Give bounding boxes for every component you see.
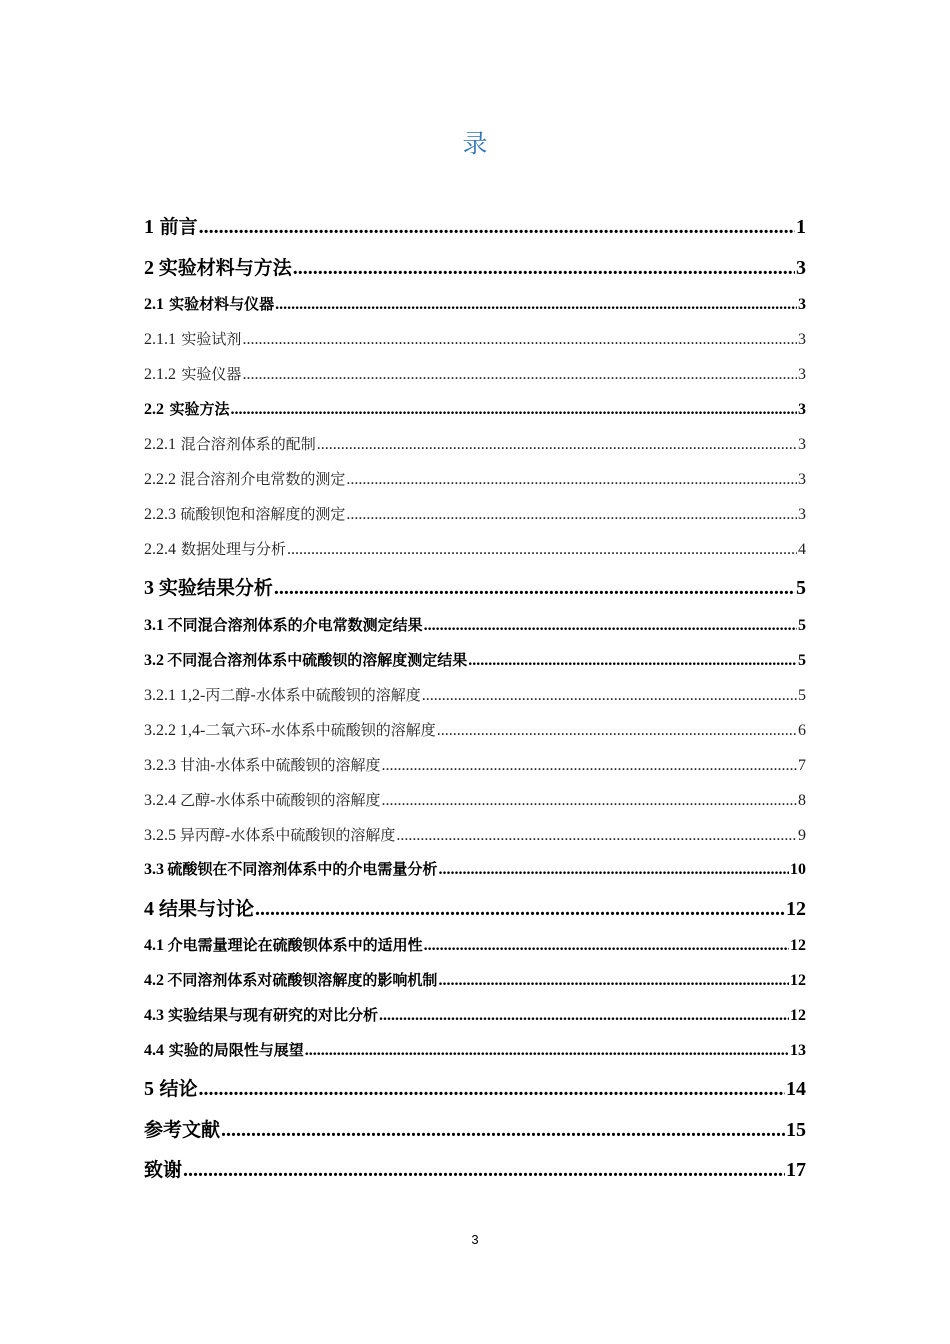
toc-entry-page: 3 [798,436,806,453]
toc-entry-title: 结论 [159,1078,198,1100]
toc-entry-page: 3 [798,471,806,488]
toc-entry[interactable] [144,293,806,314]
dot-leader [255,898,785,921]
toc-entry[interactable] [144,684,806,705]
toc-entry[interactable] [144,858,806,879]
toc-entry[interactable] [144,398,806,419]
toc-entry-title: 硫酸钡饱和溶解度的测定 [180,505,346,523]
toc-entry-title: 数据处理与分析 [180,540,286,558]
dot-leader [199,1078,785,1101]
toc-entry-title: 介电需量理论在硫酸钡体系中的适用性 [167,936,423,954]
toc-entry-number: 3.2.4 [144,792,176,809]
toc-entry-title: 混合溶剂介电常数的测定 [180,470,346,488]
toc-entry-page: 14 [786,1078,806,1100]
toc-entry-page: 6 [798,722,806,739]
toc-entry-title: 致谢 [144,1159,183,1181]
toc-entry[interactable] [144,1004,806,1025]
toc-entry-number: 4.1 [144,937,164,954]
toc-entry-number: 2.2.2 [144,471,176,488]
dot-leader [424,937,789,955]
toc-entry-title: 实验材料与仪器 [169,295,275,313]
toc-entry-number: 2.2.3 [144,506,176,523]
toc-entry-page: 10 [790,861,806,878]
toc-entry-number: 3.1 [144,617,164,634]
dot-leader [275,296,797,314]
page-number: 3 [471,1232,479,1247]
toc-entry-number: 5 [144,1078,154,1100]
toc-entry-page: 3 [798,366,806,383]
toc-entry-page: 3 [796,257,806,279]
toc-entry-page: 3 [798,401,806,418]
toc-entry-number: 3.3 [144,861,164,878]
toc-entry-page: 13 [790,1042,806,1059]
toc-entry-number: 3.2 [144,652,164,669]
toc-entry-page: 3 [798,506,806,523]
toc-entry-title: 实验结果分析 [158,577,273,599]
dot-leader [438,861,789,879]
toc-entry-title: 实验材料与方法 [158,257,292,279]
dot-leader [199,216,795,239]
toc-entry[interactable] [144,538,806,559]
toc-entry-title: 不同溶剂体系对硫酸钡溶解度的影响机制 [167,971,438,989]
toc-entry-number: 3.2.5 [144,827,176,844]
toc-entry-number: 2.1.2 [144,366,176,383]
toc-entry-number: 2.1.1 [144,331,176,348]
dot-leader [274,577,795,600]
toc-entry-title: 丙二醇-水体系中硫酸钡的溶解度 [205,686,421,704]
toc-entry-title: 实验方法 [169,400,230,418]
toc-entry-page: 15 [786,1119,806,1141]
dot-leader [221,1119,785,1142]
toc-entry-page: 12 [790,1007,806,1024]
dot-leader [231,401,797,419]
toc-entry-number: 2.2.4 [144,541,176,558]
dot-leader [242,331,797,349]
toc-entry-title: 不同混合溶剂体系中硫酸钡的溶解度测定结果 [167,651,468,669]
dot-leader [305,1042,789,1060]
dot-leader [346,506,797,524]
toc-entry-page: 7 [798,757,806,774]
toc-entry-title: 实验结果与现有研究的对比分析 [168,1006,379,1024]
toc-entry-title: 不同混合溶剂体系的介电常数测定结果 [167,616,423,634]
toc-entry-title: 乙醇-水体系中硫酸钡的溶解度 [180,791,381,809]
toc-entry[interactable] [144,468,806,489]
toc-entry[interactable] [144,212,806,239]
toc-entry-number: 2.2 [144,401,164,418]
toc-entry-page: 17 [786,1159,806,1181]
dot-leader [437,722,797,740]
toc-entry-page: 12 [790,937,806,954]
dot-leader [242,366,797,384]
toc-title: 录 [462,129,488,158]
toc-entry[interactable] [144,969,806,990]
dot-leader [293,257,795,280]
dot-leader [183,1159,785,1182]
dot-leader [346,471,797,489]
toc-entry-page: 3 [798,296,806,313]
toc-entry-page: 5 [796,577,806,599]
toc-entry-title: 混合溶剂体系的配制 [180,435,316,453]
toc-entry-number: 3.2.3 [144,757,176,774]
toc-entry[interactable] [144,824,806,845]
toc-entry[interactable] [144,649,806,670]
toc-entry-page: 3 [798,331,806,348]
toc-entry[interactable] [144,614,806,635]
toc-entry[interactable] [144,754,806,775]
toc-entry-number: 2 [144,257,154,279]
toc-entry[interactable] [144,433,806,454]
toc-entry[interactable] [144,363,806,384]
toc-entry-number: 1 [144,216,154,238]
dot-leader [317,436,797,454]
toc-entry[interactable] [144,789,806,810]
toc-entry-title: 甘油-水体系中硫酸钡的溶解度 [180,756,381,774]
toc-entry-page: 5 [798,652,806,669]
toc-entry-number: 2.1 [144,296,164,313]
toc-entry[interactable] [144,503,806,524]
toc-entry-title: 二氧六环-水体系中硫酸钡的溶解度 [205,721,436,739]
dot-leader [422,687,797,705]
toc-entry-page: 12 [790,972,806,989]
toc-entry-number: 2.2.1 [144,436,176,453]
toc-entry-page: 9 [798,827,806,844]
toc-entry-page: 12 [786,898,806,920]
toc-entry-page: 5 [798,617,806,634]
toc-entry-title: 硫酸钡在不同溶剂体系中的介电需量分析 [167,860,438,878]
toc-entry[interactable] [144,328,806,349]
toc-entry[interactable] [144,1074,806,1101]
toc-entry-page: 4 [798,541,806,558]
dot-leader [424,617,797,635]
toc-entry-number: 4.3 [144,1007,164,1024]
toc-entry-page: 8 [798,792,806,809]
dot-leader [396,827,797,845]
toc-entry-title: 结果与讨论 [158,898,254,920]
toc-entry-page: 5 [798,687,806,704]
dot-leader [379,1007,789,1025]
toc-entry-number: 4.2 [144,972,164,989]
toc-entry[interactable] [144,1155,806,1182]
toc-entry[interactable] [144,573,806,600]
toc-entry-title: 实验试剂 [181,330,242,348]
toc-entry-title: 实验仪器 [181,365,242,383]
toc-entry[interactable] [144,894,806,921]
toc-entry-number: 4.4 [144,1042,164,1059]
toc-entry-title: 实验的局限性与展望 [168,1041,304,1059]
toc-entry-title: 前言 [159,216,198,238]
dot-leader [468,652,797,670]
toc-entry[interactable] [144,719,806,740]
dot-leader [381,757,797,775]
toc-entry-title: 异丙醇-水体系中硫酸钡的溶解度 [179,826,396,844]
toc-entry[interactable] [144,253,806,280]
toc-entry-page: 1 [796,216,806,238]
toc-entry[interactable] [144,1115,806,1142]
toc-entry-number: 3.2.1 1,2- [144,687,206,704]
toc-entry-number: 3 [144,577,154,599]
toc-entry-number: 4 [144,898,154,920]
toc-entry-title: 参考文献 [144,1119,221,1141]
toc-entry-number: 3.2.2 1,4- [144,722,206,739]
dot-leader [438,972,789,990]
dot-leader [381,792,797,810]
toc-entry[interactable] [144,1039,806,1060]
dot-leader [287,541,797,559]
toc-entry[interactable] [144,934,806,955]
